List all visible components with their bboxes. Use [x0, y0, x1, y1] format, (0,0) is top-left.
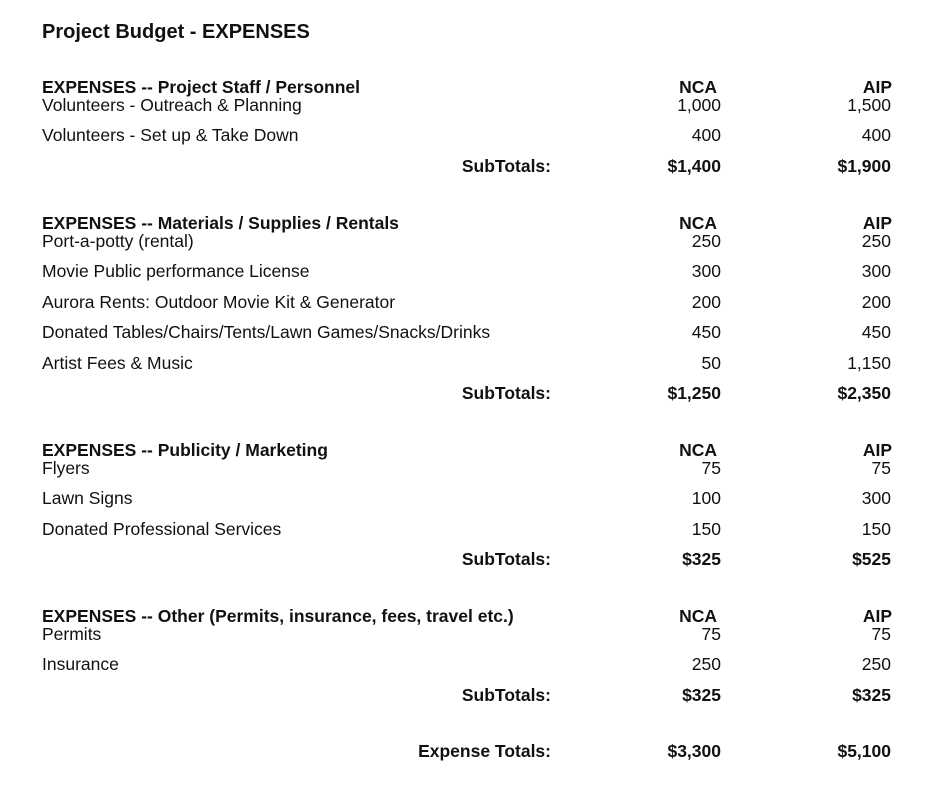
- column-header-aip: AIP: [862, 77, 892, 97]
- expense-row: [0, 518, 932, 540]
- nca-value: 50: [701, 353, 721, 373]
- expense-row: [0, 653, 932, 675]
- aip-value: 450: [861, 322, 891, 342]
- aip-total: $5,100: [837, 741, 891, 761]
- expense-label: Aurora Rents: Outdoor Movie Kit & Generator: [42, 292, 396, 312]
- subtotal-label: SubTotals:: [461, 549, 551, 569]
- aip-value: 300: [861, 261, 891, 281]
- section-heading: EXPENSES -- Project Staff / Personnel: [42, 77, 360, 97]
- nca-value: 150: [691, 519, 721, 539]
- expense-label: Flyers: [42, 458, 90, 478]
- nca-value: 1,000: [677, 95, 721, 115]
- nca-value: 75: [701, 624, 721, 644]
- nca-subtotal: $1,400: [667, 156, 721, 176]
- expense-label: Permits: [42, 624, 102, 644]
- column-header-aip: AIP: [862, 213, 892, 233]
- expense-label: Insurance: [42, 654, 119, 674]
- expense-label: Volunteers - Outreach & Planning: [42, 95, 302, 115]
- aip-value: 1,500: [847, 95, 891, 115]
- expense-row: [0, 352, 932, 374]
- section-heading: EXPENSES -- Other (Permits, insurance, fees, travel etc.): [42, 606, 514, 626]
- column-header-nca: NCA: [679, 606, 717, 626]
- aip-value: 200: [861, 292, 891, 312]
- aip-subtotal: $1,900: [837, 156, 891, 176]
- expense-label: Movie Public performance License: [42, 261, 310, 281]
- aip-value: 150: [861, 519, 891, 539]
- section-heading: EXPENSES -- Materials / Supplies / Rentals: [42, 213, 399, 233]
- expense-row: [0, 124, 932, 146]
- expense-label: Donated Tables/Chairs/Tents/Lawn Games/Snacks/Drinks: [42, 322, 491, 342]
- subtotal-row: [0, 155, 932, 177]
- column-header-aip: AIP: [862, 440, 892, 460]
- aip-value: 400: [861, 125, 891, 145]
- expense-row: [0, 487, 932, 509]
- aip-value: 250: [861, 231, 891, 251]
- expense-row: [0, 230, 932, 252]
- expense-row: [0, 457, 932, 479]
- nca-value: 450: [691, 322, 721, 342]
- expense-row: [0, 321, 932, 343]
- nca-subtotal: $325: [682, 685, 721, 705]
- expense-label: Port-a-potty (rental): [42, 231, 194, 251]
- nca-subtotal: $1,250: [667, 383, 721, 403]
- nca-value: 75: [701, 458, 721, 478]
- expense-totals-label: Expense Totals:: [418, 741, 551, 761]
- aip-value: 250: [861, 654, 891, 674]
- nca-value: 300: [691, 261, 721, 281]
- column-header-nca: NCA: [679, 440, 717, 460]
- aip-subtotal: $525: [852, 549, 891, 569]
- subtotal-label: SubTotals:: [461, 383, 551, 403]
- expense-label: Artist Fees & Music: [42, 353, 193, 373]
- subtotal-label: SubTotals:: [461, 156, 551, 176]
- aip-value: 1,150: [847, 353, 891, 373]
- subtotal-row: [0, 382, 932, 404]
- column-header-aip: AIP: [862, 606, 892, 626]
- aip-value: 75: [871, 624, 891, 644]
- expense-label: Lawn Signs: [42, 488, 133, 508]
- expense-row: [0, 291, 932, 313]
- expense-totals-row: [0, 740, 932, 762]
- nca-value: 200: [691, 292, 721, 312]
- subtotal-label: SubTotals:: [461, 685, 551, 705]
- nca-value: 250: [691, 654, 721, 674]
- expense-row: [0, 623, 932, 645]
- subtotal-row: [0, 548, 932, 570]
- expense-label: Volunteers - Set up & Take Down: [42, 125, 299, 145]
- document-title: Project Budget - EXPENSES: [42, 21, 310, 43]
- aip-value: 300: [861, 488, 891, 508]
- aip-subtotal: $325: [852, 685, 891, 705]
- nca-total: $3,300: [667, 741, 721, 761]
- nca-subtotal: $325: [682, 549, 721, 569]
- aip-subtotal: $2,350: [837, 383, 891, 403]
- nca-value: 250: [691, 231, 721, 251]
- column-header-nca: NCA: [679, 77, 717, 97]
- expense-row: [0, 260, 932, 282]
- column-header-nca: NCA: [679, 213, 717, 233]
- nca-value: 400: [691, 125, 721, 145]
- subtotal-row: [0, 684, 932, 706]
- expense-label: Donated Professional Services: [42, 519, 282, 539]
- nca-value: 100: [691, 488, 721, 508]
- section-heading: EXPENSES -- Publicity / Marketing: [42, 440, 328, 460]
- aip-value: 75: [871, 458, 891, 478]
- expense-row: [0, 94, 932, 116]
